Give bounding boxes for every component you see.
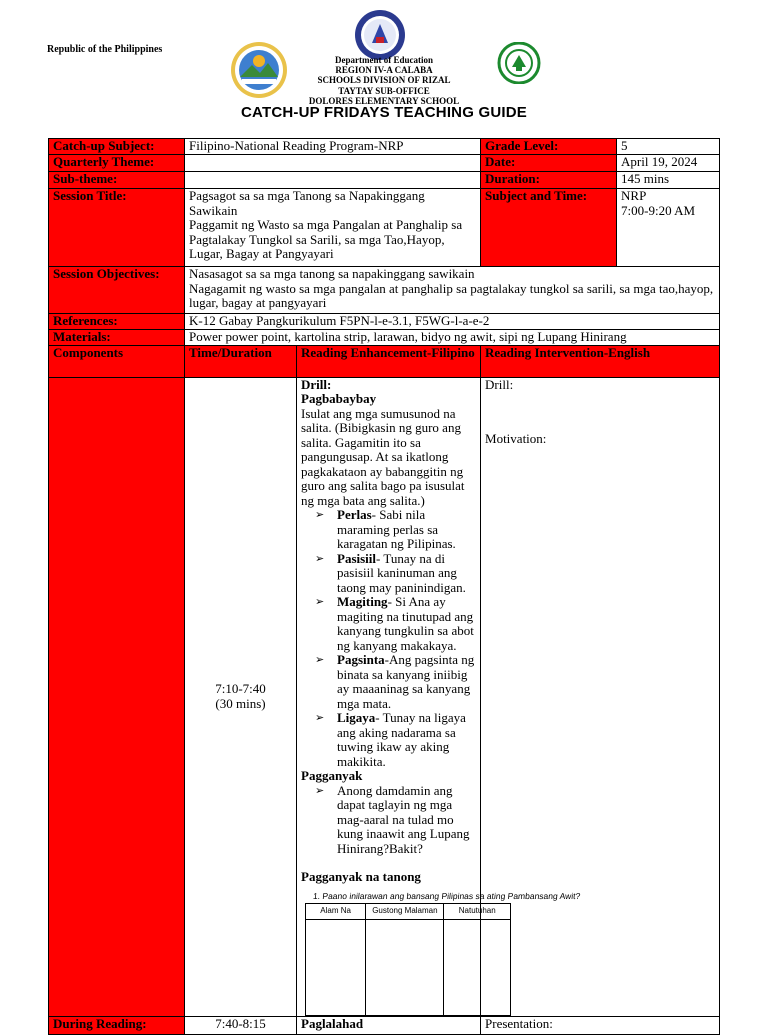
subject-time-line-2: 7:00-9:20 AM — [621, 202, 696, 218]
header-line-division: SCHOOLS DIVISION OF RIZAL — [317, 75, 451, 86]
row-during-reading — [49, 1016, 720, 1034]
subject-time-line-1: NRP — [621, 188, 647, 203]
spelling-instruction: Isulat ang mga sumusunod na salita. (Bibigkasin ng guro ang salita. Gagamitin ito sa pangungusap. At sa ikatlong pagkakataon ay babanggitin ng guro ang salita bago pa isusulat ng mga bata ang salita.) — [301, 405, 465, 508]
republic-text: Republic of the Philippines — [47, 44, 163, 55]
value-references: K-12 Gabay Pangkurikulum F5PN-l-e-3.1, F5WG-l-a-e-2 — [185, 314, 720, 330]
value-grade-level: 5 — [617, 139, 720, 155]
deped-seal-logo — [354, 9, 406, 61]
row-quarterly-theme — [49, 155, 720, 172]
list-item — [315, 594, 476, 653]
row-column-headers — [49, 345, 720, 377]
row-session-objectives — [49, 267, 720, 314]
kwl-header-alam: Alam Na — [306, 904, 366, 920]
teaching-guide-table — [48, 138, 720, 1035]
list-item — [315, 550, 476, 596]
header-line-region: REGION IV-A CALABA — [335, 65, 433, 76]
arrow-bullet-icon: ➢ — [315, 552, 325, 565]
pagganyak-question: Anong damdamin ang dapat taglayin ng mga mag-aaral na tulad mo kung inaawit ang Lupang Hinirang?Bakit? — [337, 782, 470, 856]
header-components: Components — [49, 345, 185, 377]
spelling-word: Magiting — [337, 594, 388, 609]
value-session-title — [185, 189, 481, 267]
office-header — [0, 55, 768, 106]
label-duration: Duration: — [481, 172, 617, 189]
row-materials — [49, 330, 720, 346]
row-session-title — [49, 189, 720, 267]
label-subtheme: Sub-theme: — [49, 172, 185, 189]
kwl-header-gusto: Gustong Malaman — [366, 904, 444, 920]
kwl-cell — [306, 919, 366, 1015]
spelling-word-list — [301, 508, 476, 769]
row-catchup-subject — [49, 139, 720, 155]
header-reading-intervention: Reading Intervention-English — [481, 345, 720, 377]
spelling-sentence: - Si Ana ay magiting na tinutupad ang kanyang tungkulin sa abot ng kanyang makakaya. — [337, 594, 474, 653]
cell-component-pre — [49, 377, 185, 1016]
arrow-bullet-icon: ➢ — [315, 596, 325, 608]
row-pre-reading — [49, 377, 720, 1016]
pagganyak-list — [301, 784, 476, 857]
value-catchup-subject: Filipino-National Reading Program-NRP — [185, 139, 481, 155]
spelling-sentence: - Tunay na ligaya ang aking nadarama sa tuwing ikaw ay aking makikita. — [337, 710, 466, 769]
kwl-header-natutuhan: Natutuhan — [444, 904, 511, 920]
row-references — [49, 314, 720, 330]
intervention-motivation: Motivation: — [485, 431, 547, 446]
pre-time-range: 7:10-7:40 — [215, 681, 266, 696]
value-subtheme — [185, 172, 481, 189]
label-grade-level: Grade Level: — [481, 139, 617, 155]
value-subject-time — [617, 189, 720, 267]
header-reading-enhancement: Reading Enhancement-Filipino — [297, 345, 481, 377]
pre-time-duration: (30 mins) — [215, 695, 266, 711]
page-title: CATCH-UP FRIDAYS TEACHING GUIDE — [241, 104, 527, 121]
value-quarterly-theme — [185, 155, 481, 172]
list-item — [315, 652, 476, 711]
session-title-line-1: Pagsagot sa sa mga Tanong sa Napakinggang Sawikain — [189, 188, 425, 218]
spelling-sentence: -Ang pagsinta ng binata sa kanyang iniibig ay maaaninag sa kanyang mga mata. — [337, 652, 475, 711]
spelling-word: Ligaya — [337, 710, 376, 725]
during-time: 7:40-8:15 — [185, 1016, 297, 1034]
spelling-word: Pasisiil — [337, 550, 377, 566]
label-session-objectives: Session Objectives: — [49, 267, 185, 314]
label-materials: Materials: — [49, 330, 185, 346]
label-during-reading: During Reading: — [49, 1016, 185, 1034]
arrow-bullet-icon: ➢ — [315, 784, 325, 797]
label-date: Date: — [481, 155, 617, 172]
drill-label: Drill: — [301, 376, 332, 392]
list-item — [315, 782, 476, 857]
intervention-drill: Drill: — [485, 376, 514, 392]
spelling-sentence: - Sabi nila maraming perlas sa karagatan ng Pilipinas. — [337, 507, 456, 551]
kwl-chart-image — [301, 885, 581, 1016]
arrow-bullet-icon: ➢ — [315, 509, 325, 521]
value-session-objectives — [185, 267, 720, 314]
cell-intervention-pre — [481, 377, 720, 1016]
arrow-bullet-icon: ➢ — [315, 712, 325, 724]
label-catchup-subject: Catch-up Subject: — [49, 139, 185, 155]
label-references: References: — [49, 314, 185, 330]
spelling-word: Pagsinta — [337, 652, 385, 667]
value-duration: 145 mins — [617, 172, 720, 189]
spelling-sentence: - Tunay na di pasisiil kaninuman ang taong may paninindigan. — [337, 550, 466, 595]
session-title-line-2: Paggamit ng Wasto sa mga Pangalan at Panghalip sa Pagtalakay Tungkol sa Sarili, sa mga Tao,Hayop, Lugar, Bagay at Pangyayari — [189, 217, 463, 261]
value-date: April 19, 2024 — [617, 155, 720, 172]
spelling-word: Perlas — [337, 507, 372, 522]
arrow-bullet-icon: ➢ — [315, 654, 325, 666]
label-quarterly-theme: Quarterly Theme: — [49, 155, 185, 172]
during-enhancement: Paglalahad — [297, 1016, 481, 1034]
objective-2: Nagagamit ng wasto sa mga pangalan at panghalip sa pagtalakay tungkol sa sarili, sa mga tao,hayop, lugar, bagay at pangyayari — [189, 280, 714, 310]
row-subtheme — [49, 172, 720, 189]
header-time-duration: Time/Duration — [185, 345, 297, 377]
pagganyak-tanong-label: Pagganyak na tanong — [301, 869, 421, 884]
objective-1: Nasasagot sa sa mga tanong sa napakinggang sawikain — [189, 266, 475, 281]
during-intervention: Presentation: — [481, 1016, 720, 1034]
label-session-title: Session Title: — [49, 189, 185, 267]
header-line-suboffice: TAYTAY SUB-OFFICE — [338, 85, 430, 96]
value-materials: Power power point, kartolina strip, larawan, bidyo ng awit, sipi ng Lupang Hinirang — [185, 330, 720, 346]
list-item — [315, 710, 476, 769]
pagbabaybay-label: Pagbabaybay — [301, 391, 377, 406]
header-line-department: Department of Education — [335, 55, 433, 65]
header-line-school: DOLORES ELEMENTARY SCHOOL — [308, 95, 460, 106]
cell-time-pre — [185, 377, 297, 1016]
pagganyak-label: Pagganyak — [301, 768, 363, 783]
list-item — [315, 507, 476, 552]
kwl-question: 1. Paano inilarawan ang bansang Pilipinas sa ating Pambansang Awit? — [312, 890, 581, 901]
label-subject-time: Subject and Time: — [481, 189, 617, 267]
kwl-cell — [366, 919, 444, 1015]
